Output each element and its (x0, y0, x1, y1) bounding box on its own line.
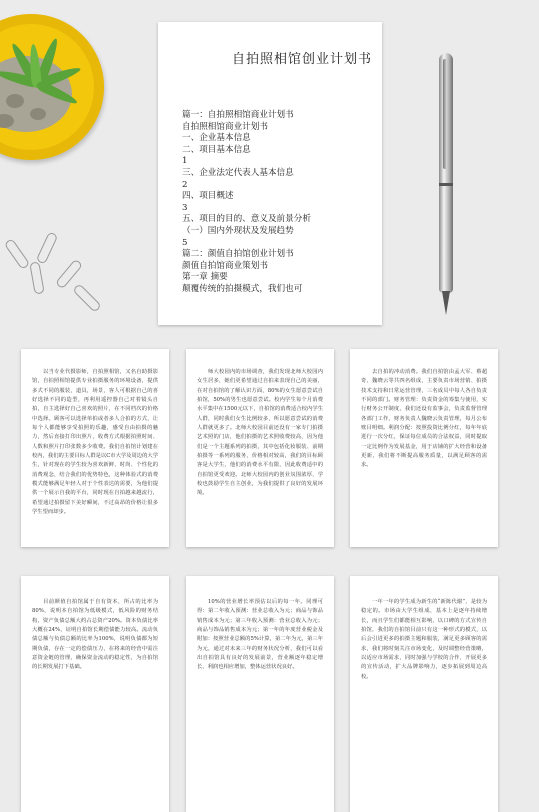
toc-item: 颠覆传统的拍摄模式，我们也可 (182, 283, 303, 294)
toc-item: 1 (182, 156, 188, 167)
toc-item: 二、项目基本信息 (182, 144, 251, 155)
preview-page-4 (350, 349, 498, 547)
preview-page-2 (21, 349, 169, 547)
paper-clip-icon (72, 283, 102, 313)
preview-page-5 (21, 576, 169, 812)
toc-item: 四、项目概述 (182, 191, 234, 202)
page-body-text: 去自拍的冲动消费。我们自拍馆由孟大军、蔡超奇、魏晓云等共四名组成，主要负责市场营销、拍摄技术支持和日常运营管理，三名成员中每人各自负责不同的部门。财务管理：负责资金的筹集与使用，实行财务公开制度，我们还设有监事会，负责监督管理各部门工作，财务负责人魏晓云负责管理，每月公布账目明细。利润分配：按照投资比例分红，每年年底进行一次分红，保证每位成员的合法权益，同时提取一定比例作为发展基金，用于店铺的扩大经营和设备更新，我们将不断提高服务质量，以满足顾客的需求。 (361, 369, 487, 469)
pen-icon (439, 53, 453, 317)
preview-page-6 (186, 576, 334, 812)
page-body-text: 一年一年的学生成为新生的“新陈代谢”，是较为稳定的。市场由大学生组成，基本上是逐年持续增长，而且学生们都能相互影响，以口碑的方式宣传自拍馆，我们的自拍馆目前只有这一种形式的模式，以后会引进更多的拍摄主题和服装，满足更多顾客的需求，我们将时刻关注市场变化，及时调整经营策略，以适应市场需求，同时加强与学校的合作，开展更多的宣传活动，扩大品牌影响力，逐步拓展到周边高校。 (361, 599, 487, 680)
toc-item: 自拍照相馆商业计划书 (182, 121, 268, 132)
document-title: 自拍照相馆创业计划书 (232, 52, 373, 67)
paper-clip-icon (4, 238, 31, 270)
toc-item: 一、企业基本信息 (182, 133, 251, 144)
paper-clip-icon (36, 231, 59, 264)
paper-clip-icon (29, 261, 44, 294)
toc-item: （一）国内外现状及发展趋势 (182, 225, 294, 236)
preview-page-3 (186, 349, 334, 547)
toc-item: 3 (182, 202, 188, 213)
toc-item: 2 (182, 179, 188, 190)
toc-item: 五、项目的目的、意义及前景分析 (182, 214, 311, 225)
page-body-text: 目前颜值自拍馆属于自有资本，所占的比率为80%，说明本自拍馆为低级模式，低风险的财务结构，资产负债总额大约占总资产20%。资本负债比率大概在24%，证明自拍馆长期偿债能力较高。流动负债总额与负债总额的比率为100%，说明负债都为短期负债，存在一定的偿债压力，在将来的经营中需注意资金链的管理，确保资金流动的稳定性，为自拍馆的长期发展打下基础。 (32, 599, 158, 671)
toc-item: 第一章 摘要 (182, 272, 228, 283)
toc-item: 5 (182, 237, 188, 248)
toc-item: 篇二：颜值自拍馆创业计划书 (182, 249, 294, 260)
pebble-icon (6, 94, 24, 108)
toc-item: 三、企业法定代表人基本信息 (182, 167, 294, 178)
page-body-text: 10%的营业增长率预估以后的每一年。同理可得：第二年收入预测：营业总收入为元；商品与饰品销售成本为元；第三年收入预测：营业总收入为元；商品与饰品销售成本为元；第一年的年度营业税金及附加：按照营业总额的5%计算，第二年为元，第三年为元，通过对未来三年的财务状况分析，我们可以看出自拍馆具有良好的发展前景，营业额逐年稳定增长，利润也相应增加，整体运营状况良好。 (197, 599, 323, 671)
toc-item: 篇一：自拍照相馆商业计划书 (182, 110, 294, 120)
preview-page-7 (350, 576, 498, 812)
table-of-contents (182, 110, 370, 296)
page-body-text: 师大校园内的市场调查，我们发现北师大校园内女生居多，她们更希望通过自拍来表现自己的美丽，在对自拍馆的了解认识方面，80%的女生愿意尝试自拍馆，50%的男生也愿意尝试。校内学生每个月消费水平集中在1500元以下，自拍馆的消费适合校内学生人群，同时我们女生比例较多，所以愿意尝试的消费人群就更多了。北师大校园目前还没有一家专门拍摄艺术照的门店，他们拍摄的艺术照收费较高，因为他们是一个主题系列的拍摄，其中包括化妆服装、前期拍摄等一系列的服务，价格相对较高，我们的目标顾客是大学生，他们的消费水平有限，因此收费适中的自拍馆更受欢迎。北师大校园内的创业氛围浓厚，学校也鼓励学生自主创业，为我们提供了良好的发展环境。 (197, 369, 323, 497)
toc-item: 颜值自拍馆商业策划书 (182, 260, 268, 271)
page-body-text: 以当专业代摄影师，自拍照相馆，又名自助摄影馆，自拍照相馆提供专业拍摄服务的环境设备，提供多式不同的服装，道具，场景，客人可根据自己的喜好选择不同的造型，再利用遥控器自己对着镜头自拍，自主选择好自己喜欢的照片，在不同档次的价格中选择。顾客可以选择单拍或者多人合拍的方式，让每个人都能够享受拍照的乐趣，感受自由拍摄的魅力，然后直接打印出照片，收费方式根据拍照时间、人数和照片打印张数多少收费。我们自拍馆计划建在校内，我们的主要目标人群是以C市大学及周边的大学生，针对现在的学生较为喜欢新鲜、时尚、个性化的消费观念，结合我们的优势特色，这种体验式的消费模式能够满足年轻人对于个性表达的需要，为他们提供一个展示自我的平台，同时现在自拍越来越流行，希望通过拍摄留下美好瞬间，不过高昂的价格让很多学生望而却步。 (32, 369, 158, 516)
cover-page (158, 22, 382, 325)
pebble-icon (30, 108, 46, 120)
